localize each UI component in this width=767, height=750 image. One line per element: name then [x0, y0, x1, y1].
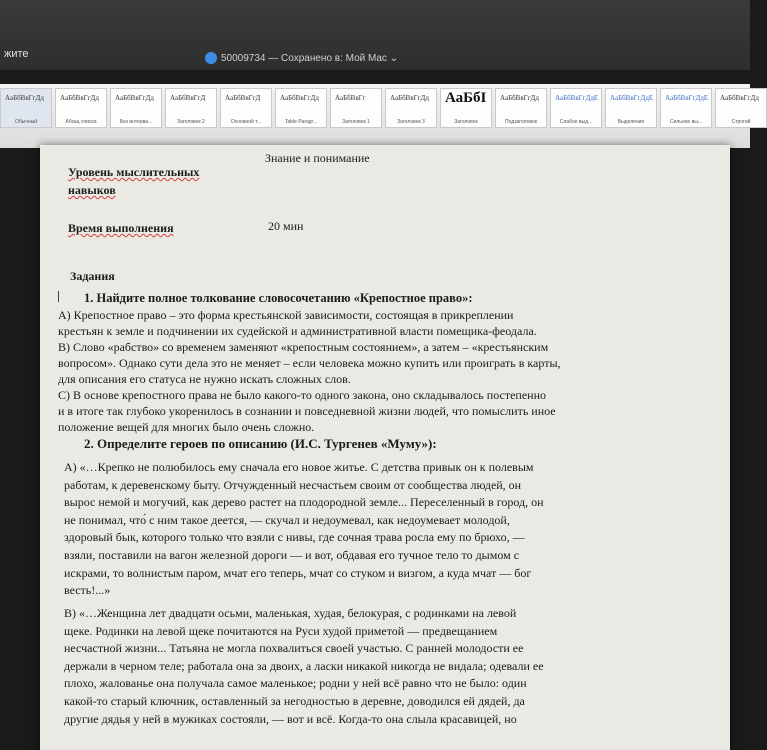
paragraph-line: не понимал, что́ с ним такое деется, — скучал и недоумевал, как недоумевает молодой, [64, 512, 510, 527]
style-name: Выделение [617, 119, 645, 125]
paragraph-line: весть!...» [64, 583, 111, 598]
style-name: Заголовок 1 [342, 119, 370, 125]
style-tile[interactable] [110, 88, 162, 128]
document-title-text: 50009734 — Сохранено в: Мой Mac ⌄ [221, 52, 399, 64]
window-titlebar [0, 0, 750, 70]
style-name: Без интерва... [119, 119, 153, 125]
style-sample: АаБбВвГгДд [280, 94, 319, 102]
style-sample: АаБбI [445, 90, 487, 106]
paragraph-line: вырос немой и могучий, как дерево растет на плодородной земле... Переселенный в город, он [64, 495, 544, 510]
style-name: Table Paragr... [284, 119, 318, 125]
style-name: Основной т... [230, 119, 262, 125]
paragraph-line: вопросом». Однако сути дела это не меняет – если человека можно купить или проиграть в карты, [58, 356, 561, 370]
paragraph-line: держали в черном теле; работала она за двоих, а ласки никакой никогда не видала; одевали ее [64, 658, 544, 673]
paragraph-line: А) «…Крепко не полюбилось ему сначала его новое житье. С детства привык он к полевым [64, 460, 534, 474]
paragraph-line: щеке. Родинки на левой щеке почитаются на Руси худой приметой — предвещанием [64, 623, 498, 638]
paragraph-line: положение вещей для многих было очень сложно. [58, 420, 315, 434]
question-2-passage-a [64, 459, 544, 600]
style-tile[interactable] [275, 88, 327, 128]
style-tile[interactable] [660, 88, 712, 128]
time-label: Время выполнения [68, 221, 174, 235]
paragraph-line: другие дядья у ней в мужиках состояли, — вот и всё. Когда-то она слыла красавицей, но [64, 711, 517, 726]
style-name: Подзаголовок [505, 119, 537, 125]
question-1-title: 1. Найдите полное толкование словосочетанию «Крепостное право»: [84, 291, 473, 305]
question-1-options [58, 307, 561, 435]
style-sample: АаБбВвГгДдЕ [610, 94, 654, 102]
document-page[interactable] [40, 145, 730, 750]
paragraph-line: крестьян к земле и подчинении их судейской и административной власти помещика-феодала. [58, 324, 537, 338]
style-name: Заголовок 2 [177, 119, 205, 125]
section-title: Знание и понимание [265, 151, 370, 165]
style-name: Абзац списка [65, 119, 97, 125]
cloud-save-icon [205, 52, 217, 64]
style-name: Строгий [731, 119, 751, 125]
paragraph-line: взяли, поставили на вагон железной дороги — и вот, обдавая его тучное тело то дымом с [64, 547, 520, 562]
question-2-passage-b [64, 605, 544, 728]
paragraph-line: А) Крепостное право – это форма крестьянской зависимости, состоящая в прикреплении [58, 308, 514, 322]
paragraph-line: В) «…Женщина лет двадцати осьми, маленькая, худая, белокурая, с родинками на левой [64, 606, 517, 620]
style-tile[interactable] [440, 88, 492, 128]
paragraph-line: искрами, то волнистым паром, мчат его теперь, мчат со стуком и визгом, а куда мчат — бог [64, 565, 532, 580]
paragraph-line: В) Слово «рабство» со временем заменяют «крепостным состоянием», а затем – «крестьянским [58, 340, 549, 354]
style-sample: АаБбВвГгДд [500, 94, 539, 102]
style-tile[interactable] [330, 88, 382, 128]
style-sample: АаБбВвГгД [170, 94, 206, 102]
time-value: 20 мин [268, 219, 304, 233]
paragraph-line: работам, к деревенскому быту. Отчужденный несчастьем своим от сообщества людей, он [64, 477, 522, 492]
style-tile[interactable] [55, 88, 107, 128]
tasks-heading: Задания [70, 269, 115, 283]
paragraph-line: здоровый бык, которого только что взяли с нивы, где сочная трава росла ему по брюхо, — [64, 530, 525, 545]
paragraph-line: несчастной жизни... Татьяна не могла похвалиться своей участью. С ранней молодости ее [64, 641, 524, 656]
style-tile[interactable] [715, 88, 767, 128]
style-name: Обычный [14, 119, 38, 125]
level-label-line-1: Уровень мыслительных [68, 165, 200, 179]
style-tile[interactable] [220, 88, 272, 128]
paragraph-line: для описания его статуса не нужно искать сложных слов. [58, 372, 351, 386]
style-sample: АаБбВвГгДдЕ [665, 94, 709, 102]
paragraph-line: какой-то старый ключник, оставленный за негодностью в деревне, доводился ей дядей, да [64, 693, 525, 708]
style-name: Заголовок [454, 119, 478, 125]
style-sample: АаБбВвГгДд [115, 94, 154, 102]
paragraph-line: С) В основе крепостного права не было какого-то одного закона, оно складывалось постепенно [58, 388, 546, 402]
toolbar-fragment-label: жите [4, 48, 29, 60]
style-tile[interactable] [385, 88, 437, 128]
style-tile[interactable] [165, 88, 217, 128]
style-sample: АаБбВвГгДд [60, 94, 99, 102]
style-sample: АаБбВвГгДд [390, 94, 429, 102]
styles-gallery [0, 88, 767, 128]
paragraph-line: и в итоге так глубоко укоренилось в сознании и повседневной жизни людей, что помыслить иное [58, 404, 556, 418]
paragraph-line: плохо, жалованье она получала самое маленькое; родни у ней всё равно что не было: один [64, 676, 527, 691]
style-name: Сильное вы... [669, 119, 703, 125]
style-sample: АаБбВвГгД [225, 94, 261, 102]
level-label-line-2: навыков [68, 183, 116, 197]
style-name: Заголовок 3 [397, 119, 425, 125]
style-tile[interactable] [605, 88, 657, 128]
question-2-title: 2. Определите героев по описанию (И.С. Тургенев «Муму»): [84, 436, 437, 451]
style-sample: АаБбВвГгДдЕ [555, 94, 599, 102]
document-title[interactable] [205, 52, 398, 64]
style-tile[interactable] [550, 88, 602, 128]
text-cursor [58, 291, 59, 302]
style-sample: АаБбВвГг [335, 94, 366, 102]
style-sample: АаБбВвГгДд [5, 94, 44, 102]
styles-ribbon [0, 84, 759, 148]
style-sample: АаБбВвГгДд [720, 94, 759, 102]
style-name: Слабое выд... [559, 119, 593, 125]
style-tile[interactable] [0, 88, 52, 128]
style-tile[interactable] [495, 88, 547, 128]
